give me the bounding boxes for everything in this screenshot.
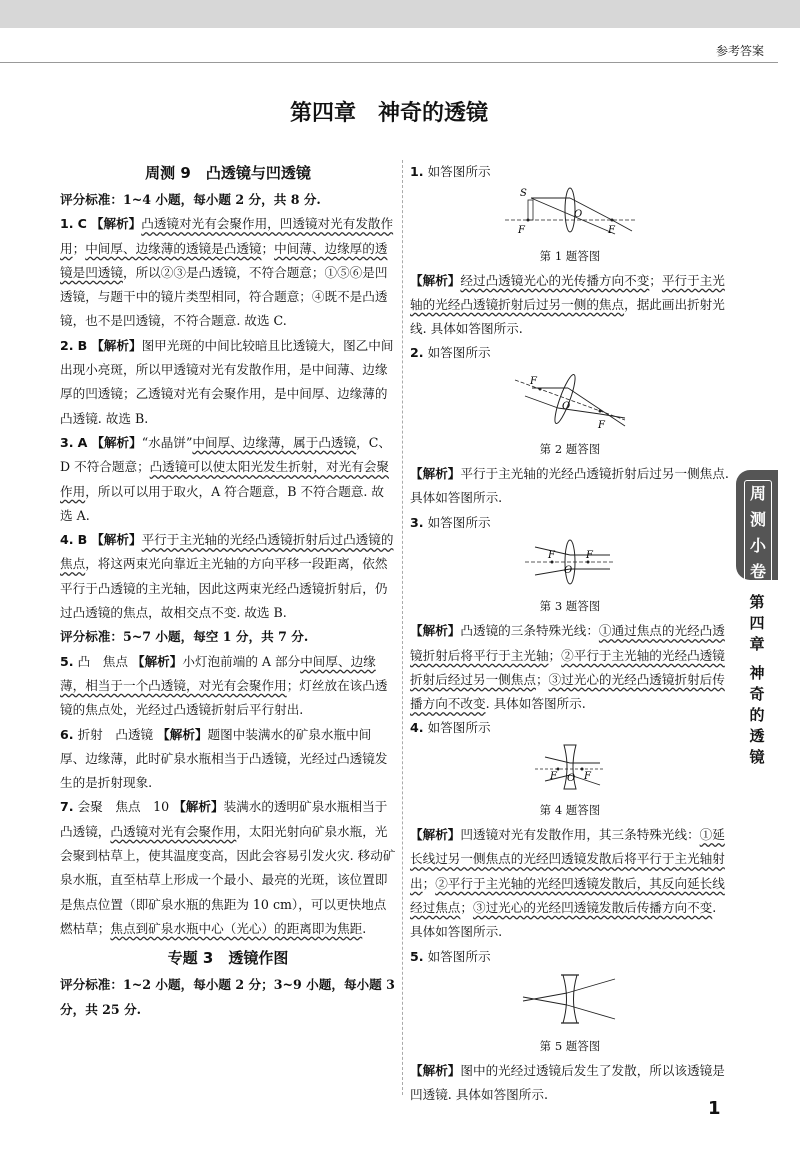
figure-2 xyxy=(410,368,730,438)
explanation-text: ，所以可以用于取火，A 符合题意，B 不符合题意. 故选 A. xyxy=(60,483,385,523)
header-rule xyxy=(0,62,778,63)
figure-1 xyxy=(410,186,730,244)
answer-choice: B xyxy=(77,532,88,548)
drawing-answer-5 xyxy=(410,945,730,969)
explanation-text: ，C、D 不符合题意； xyxy=(60,434,391,475)
explanation-text: ； xyxy=(422,875,436,891)
analysis-tag: 【解析】 xyxy=(410,827,461,843)
answer-number: 5. xyxy=(410,948,424,964)
answer-number: 7. xyxy=(60,799,74,815)
side-char: 四 xyxy=(749,614,765,632)
side-char: 章 xyxy=(749,635,765,653)
analysis-tag: 【解析】 xyxy=(410,272,461,288)
side-tab-char: 卷 xyxy=(749,562,766,581)
side-tab-char: 测 xyxy=(749,510,766,529)
right-column xyxy=(410,160,730,1108)
key-point: 焦点到矿泉水瓶中心（光心）的距离即为焦距 xyxy=(110,920,363,936)
explanation-text: 装满水的透明矿泉水瓶相当于凸透镜， xyxy=(60,799,388,839)
figure-3 xyxy=(410,537,730,595)
label-o: O xyxy=(564,564,573,576)
explanation-text: . 具体如答图所示. xyxy=(410,899,717,940)
figure-5-caption: 第 5 题答图 xyxy=(539,1039,601,1054)
answer-5 xyxy=(60,650,396,723)
answer-text: 如答图所示 xyxy=(427,164,491,179)
scoring-standard-1: 评分标准：1~4 小题，每小题 2 分，共 8 分. xyxy=(60,192,321,207)
header-label: 参考答案 xyxy=(715,44,764,58)
key-point: 经过凸透镜光心的光传播方向不变 xyxy=(460,272,650,288)
side-chapter-text xyxy=(742,592,772,768)
key-point: ③过光心的光经凸透镜折射后传播方向不改变 xyxy=(410,671,725,712)
answer-2 xyxy=(60,334,396,431)
explanation-text: ； xyxy=(72,240,86,256)
side-char: 奇 xyxy=(749,685,765,703)
analysis-tag: 【解析】 xyxy=(91,337,142,353)
key-point: 中间厚、边缘薄的透镜是凸透镜 xyxy=(85,240,262,256)
answer-1 xyxy=(60,212,396,333)
answer-4 xyxy=(60,528,396,625)
answer-text: 如答图所示 xyxy=(427,948,491,964)
explanation-text: 图中的光经过透镜后发生了发散，所以该透镜是凹透镜. 具体如答图所示. xyxy=(410,1063,725,1103)
chapter-title: 第四章 神奇的透镜 xyxy=(289,101,488,126)
key-point: ①通过焦点的光经凸透镜折射后将平行于主光轴 xyxy=(410,623,725,663)
explanation-text: ；灯丝放在该凸透镜的焦点处，光经过凸透镜折射后平行射出. xyxy=(60,677,388,718)
analysis-tag: 【解析】 xyxy=(91,532,142,548)
drawing-answer-2 xyxy=(410,341,730,365)
answer-number: 5. xyxy=(60,653,74,669)
key-point: ②平行于主光轴的光经凸透镜折射后经过另一侧焦点 xyxy=(410,647,725,687)
side-char: 透 xyxy=(749,727,765,745)
side-tab-char: 小 xyxy=(749,536,766,555)
key-point: ③过光心的光经凹透镜发散后传播方向不变 xyxy=(472,899,713,915)
explanation-text: 小灯泡前端的 A 部分 xyxy=(182,653,301,669)
label-o: O xyxy=(567,772,576,784)
key-point: 凸透镜可以使太阳光发生折射，对光有会聚作用 xyxy=(60,459,389,499)
explanation-text: 凸透镜的三条特殊光线： xyxy=(460,623,599,639)
concave-lens-box-diagram xyxy=(515,971,625,1027)
side-tab xyxy=(736,470,778,580)
answer-number: 2. xyxy=(60,337,74,353)
analysis-3 xyxy=(410,619,730,716)
label-f: F xyxy=(586,549,593,561)
key-point: 凸透镜对光有会聚作用，凹透镜对光有发散作用 xyxy=(60,216,394,256)
answer-choice: C xyxy=(77,216,87,232)
answer-choice: B xyxy=(77,337,88,353)
side-tab-label xyxy=(744,480,772,586)
label-f: F xyxy=(518,225,525,237)
answer-text: 如答图所示 xyxy=(427,345,491,361)
explanation-text: ； xyxy=(460,899,473,915)
answer-blanks: 会聚 焦点 10 xyxy=(77,799,170,815)
answer-choice: A xyxy=(77,434,88,450)
explanation-text: ，所以②③是凸透镜，不符合题意；①⑤⑥是凹透镜，与题干中的镜片类型相同，符合题意；④既不是凸透镜，也不是凹透镜，不符合题意. 故选 C. xyxy=(60,264,388,329)
side-spacer xyxy=(742,655,772,663)
answer-number: 4. xyxy=(410,720,424,736)
explanation-text: ，太阳光射向矿泉水瓶，光会聚到枯草上，使其温度变高，因此会容易引发火灾. 移动矿泉水瓶，直至枯草上形成一个最小、最亮的光斑，该位置即是焦点位置（即矿泉水瓶的焦距为 10 cm），可以更快地点燃枯草； xyxy=(60,823,396,936)
answer-number: 3. xyxy=(410,514,424,530)
key-point: ①延长线过另一侧焦点的光经凹透镜发散后将平行于主光轴射出 xyxy=(410,827,725,891)
label-f: F xyxy=(550,770,557,782)
column-divider xyxy=(402,160,403,1095)
label-o: O xyxy=(574,209,583,221)
analysis-tag: 【解析】 xyxy=(410,623,461,639)
label-f: F xyxy=(530,375,537,387)
answer-number: 3. xyxy=(60,434,74,450)
left-column xyxy=(60,160,396,1022)
answer-blanks: 折射 凸透镜 xyxy=(77,726,154,742)
explanation-text: 图甲光斑的中间比较暗且比透镜大，图乙中间出现小亮斑，所以甲透镜对光有发散作用，是中间薄、边缘厚的凹透镜；乙透镜对光有会聚作用，是中间厚、边缘薄的凸透镜. 故选 B. xyxy=(60,337,394,426)
explanation-text: 题图中装满水的矿泉水瓶中间厚、边缘薄，此时矿泉水瓶相当于凸透镜，光经过凸透镜发生的是折射现象. xyxy=(60,726,388,791)
figure-3-caption: 第 3 题答图 xyxy=(539,599,601,614)
label-s: S xyxy=(520,188,527,200)
answer-text: 如答图所示 xyxy=(427,514,491,530)
answer-number: 1. xyxy=(60,216,74,232)
analysis-tag: 【解析】 xyxy=(131,653,183,669)
answer-blanks: 凸 焦点 xyxy=(77,653,128,669)
analysis-tag: 【解析】 xyxy=(410,466,461,482)
tilted-lens-diagram xyxy=(510,368,630,430)
key-point: 平行于主光轴的光经凸透镜折射后过凸透镜的焦点 xyxy=(60,532,394,572)
answer-7 xyxy=(60,795,396,941)
explanation-text: ； xyxy=(535,671,549,687)
figure-4 xyxy=(410,743,730,799)
key-point: 中间厚、边缘薄，属于凸透镜 xyxy=(192,434,357,450)
key-point: 凸透镜对光有会聚作用 xyxy=(110,823,237,839)
side-char: 的 xyxy=(749,706,765,724)
explanation-text: “水晶饼” xyxy=(141,434,193,450)
label-f: F xyxy=(548,549,555,561)
figure-2-caption: 第 2 题答图 xyxy=(539,442,601,457)
explanation-text: ； xyxy=(649,272,662,288)
concave-lens-diagram xyxy=(530,743,610,791)
answer-number: 2. xyxy=(410,345,424,361)
explanation-text: ，将这两束光向靠近主光轴的方向平移一段距离，依然平行于凸透镜的主光轴，因此这两束光经凸透镜折射后，仍过凸透镜的焦点，故相交点不变. 故选 B. xyxy=(60,556,388,621)
explanation-text: ，据此画出折射光线. 具体如答图所示. xyxy=(410,296,725,337)
label-f: F xyxy=(598,419,605,430)
analysis-tag: 【解析】 xyxy=(410,1063,461,1079)
answer-3 xyxy=(60,431,396,528)
analysis-2 xyxy=(410,462,730,511)
figure-4-caption: 第 4 题答图 xyxy=(539,803,601,818)
label-o: O xyxy=(562,400,571,412)
section-title-weekly-test: 周测 9 凸透镜与凹透镜 xyxy=(145,164,311,182)
analysis-5 xyxy=(410,1059,730,1108)
explanation-text: 平行于主光轴的光经凸透镜折射后过另一侧焦点. 具体如答图所示. xyxy=(410,466,729,506)
side-char: 神 xyxy=(749,664,765,682)
section-title-lens-drawing: 专题 3 透镜作图 xyxy=(167,949,289,968)
answer-text: 如答图所示 xyxy=(427,720,491,736)
analysis-tag: 【解析】 xyxy=(91,434,142,450)
answer-number: 1. xyxy=(410,164,424,179)
figure-1-caption: 第 1 题答图 xyxy=(539,248,601,263)
side-tab-char: 周 xyxy=(749,484,766,503)
analysis-4 xyxy=(410,823,730,944)
analysis-1 xyxy=(410,269,730,342)
answer-number: 6. xyxy=(60,726,74,742)
key-point: 中间厚、边缘薄，相当于一个凸透镜，对光有会聚作用 xyxy=(60,653,376,693)
analysis-tag: 【解析】 xyxy=(157,726,208,742)
label-f: F xyxy=(584,770,591,782)
page-number: 1 xyxy=(708,1098,721,1119)
scoring-standard-3: 评分标准：1~2 小题，每小题 2 分；3~9 小题，每小题 3 分，共 25 分. xyxy=(60,977,395,1017)
answer-6 xyxy=(60,723,396,796)
key-point: 平行于主光轴的光经凸透镜折射后过另一侧的焦点 xyxy=(410,272,725,312)
explanation-text: . xyxy=(362,920,367,936)
key-point: 中间薄、边缘厚的透镜是凹透镜 xyxy=(60,240,388,280)
convex-lens-diagram xyxy=(520,537,620,587)
analysis-tag: 【解析】 xyxy=(90,216,142,232)
figure-5 xyxy=(410,971,730,1035)
label-f: F xyxy=(608,225,615,237)
drawing-answer-3 xyxy=(410,511,730,535)
key-point: ②平行于主光轴的光经凹透镜发散后，其反向延长线经过焦点 xyxy=(410,875,725,915)
explanation-text: ； xyxy=(261,240,275,256)
drawing-answer-4 xyxy=(410,716,730,740)
side-char: 第 xyxy=(749,593,765,611)
convex-lens-diagram xyxy=(500,186,640,236)
explanation-text: . 具体如答图所示. xyxy=(485,696,586,712)
explanation-text: 凹透镜对光有发散作用，其三条特殊光线： xyxy=(460,827,700,843)
analysis-tag: 【解析】 xyxy=(173,799,224,815)
top-bar xyxy=(0,0,800,28)
drawing-answer-1 xyxy=(410,160,730,184)
explanation-text: ； xyxy=(548,647,562,663)
scoring-standard-2: 评分标准：5~7 小题，每空 1 分，共 7 分. xyxy=(60,629,309,645)
answer-number: 4. xyxy=(60,532,74,548)
side-char: 镜 xyxy=(749,748,765,766)
